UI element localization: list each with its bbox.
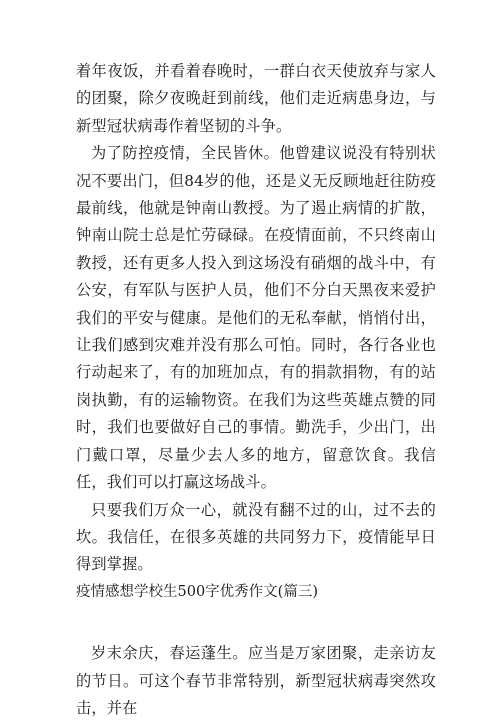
- paragraph-essay-three-start: 岁末余庆，春运蓬生。应当是万家团聚，走亲访友的节日。可这个春节非常特别，新型冠状病毒突然攻击，并在: [76, 644, 436, 717]
- section-spacer: [76, 606, 436, 640]
- paragraph-unity: 只要我们万众一心，就没有翻不过的山，过不去的坎。我信任，在很多英雄的共同努力下，疫情能早日得到掌握。: [76, 500, 436, 574]
- section-heading: 疫情感想学校生500字优秀作文(篇三): [76, 583, 318, 600]
- paragraph-zhong-nanshan: 为了防控疫情，全民皆休。他曾建议说没有特别状况不要出门，但84岁的他，还是义无反顾地赶往防疫最前线，他就是钟南山教授。为了遏止病情的扩散，钟南山院士总是忙劳碌碌。在疫情面前，不只终南山教授，还有更多人投入到这场没有硝烟的战斗中，有公安，有军队与医护人员，他们不分白天黑夜来爱护我们的平安与健康。是他们的无私奉献，悄悄付出，让我们感到灾难并没有那么可怕。同时，各行各业也行动起来了，有的加班加点，有的捐款捐物，有的站岗执勤，有的运输物资。在我们为这些英雄点赞的同时，我们也要做好自己的事情。勤洗手，少出门，出门戴口罩，尽量少去人多的地方，留意饮食。我信任，我们可以打赢这场战斗。: [76, 144, 436, 492]
- document-body: [76, 58, 436, 722]
- paragraph-continuation: 着年夜饭，并看着春晚时，一群白衣天使放弃与家人的团聚，除夕夜晚赶到前线，他们走近病患身边，与新型冠状病毒作着坚韧的斗争。: [76, 62, 436, 135]
